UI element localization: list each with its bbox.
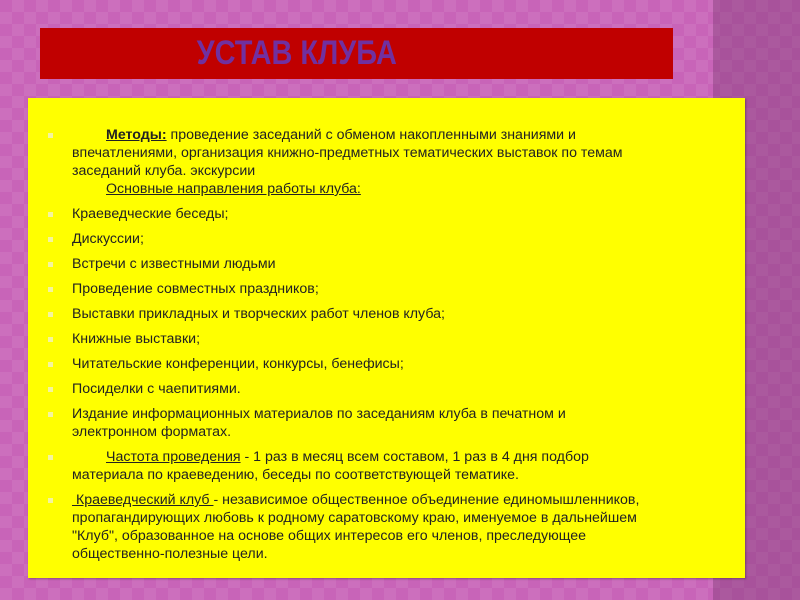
text: проведение заседаний с обменом накопленными знаниями и (166, 127, 576, 143)
text: пропагандирующих любовь к родному саратовскому краю, именуемое в дальнейшем (72, 510, 637, 526)
list-item (28, 355, 745, 373)
bullet-icon (48, 237, 53, 242)
list-item (28, 305, 745, 323)
bullet-icon (48, 287, 53, 292)
slide-title: УСТАВ КЛУБА (196, 34, 397, 72)
list-item (28, 205, 745, 223)
list-item (28, 280, 745, 298)
content-box (28, 98, 745, 578)
text: Книжные выставки; (72, 331, 201, 347)
bullet-icon (48, 455, 53, 460)
text: Встречи с известными людьми (72, 256, 276, 272)
bullet-icon (48, 212, 53, 217)
text: "Клуб", образованное на основе общих интересов его членов, преследующее (72, 528, 587, 544)
directions-heading: Основные направления работы клуба: (106, 181, 361, 197)
text: - 1 раз в месяц всем составом, 1 раз в 4 дня подбор (240, 449, 589, 465)
text: Посиделки с чаепитиями. (72, 381, 241, 397)
text: Дискуссии; (72, 231, 144, 247)
text: - независимое общественное объединение единомышленников, (213, 492, 640, 508)
bullet-icon (48, 412, 53, 417)
bullet-icon (48, 387, 53, 392)
club-label: Краеведческий клуб (72, 492, 214, 508)
text: материала по краеведению, беседы по соответствующей тематике. (72, 467, 520, 483)
text: заседаний клуба. экскурсии (72, 163, 256, 179)
text: электронном форматах. (72, 424, 232, 440)
list-item (28, 380, 745, 398)
text: Выставки прикладных и творческих работ членов клуба; (72, 306, 445, 322)
text: Читательские конференции, конкурсы, бенефисы; (72, 356, 404, 372)
bullet-icon (48, 312, 53, 317)
text: Проведение совместных праздников; (72, 281, 319, 297)
list-item-publishing (28, 405, 745, 441)
list-item-frequency (28, 448, 745, 484)
list-item-methods (28, 126, 745, 198)
bullet-icon (48, 362, 53, 367)
bullet-icon (48, 133, 53, 138)
text: общественно-полезные цели. (72, 546, 268, 562)
text: Издание информационных материалов по заседаниям клуба в печатном и (72, 406, 566, 422)
list-item (28, 255, 745, 273)
bullet-icon (48, 262, 53, 267)
bullet-icon (48, 337, 53, 342)
methods-label: Методы: (106, 127, 167, 143)
title-banner (40, 28, 673, 79)
list-item (28, 330, 745, 348)
list-item-definition (28, 491, 745, 563)
bullet-icon (48, 498, 53, 503)
text: впечатлениями, организация книжно-предметных тематических выставок по темам (72, 145, 623, 161)
text: Краеведческие беседы; (72, 206, 229, 222)
list-item (28, 230, 745, 248)
frequency-label: Частота проведения (106, 449, 241, 465)
